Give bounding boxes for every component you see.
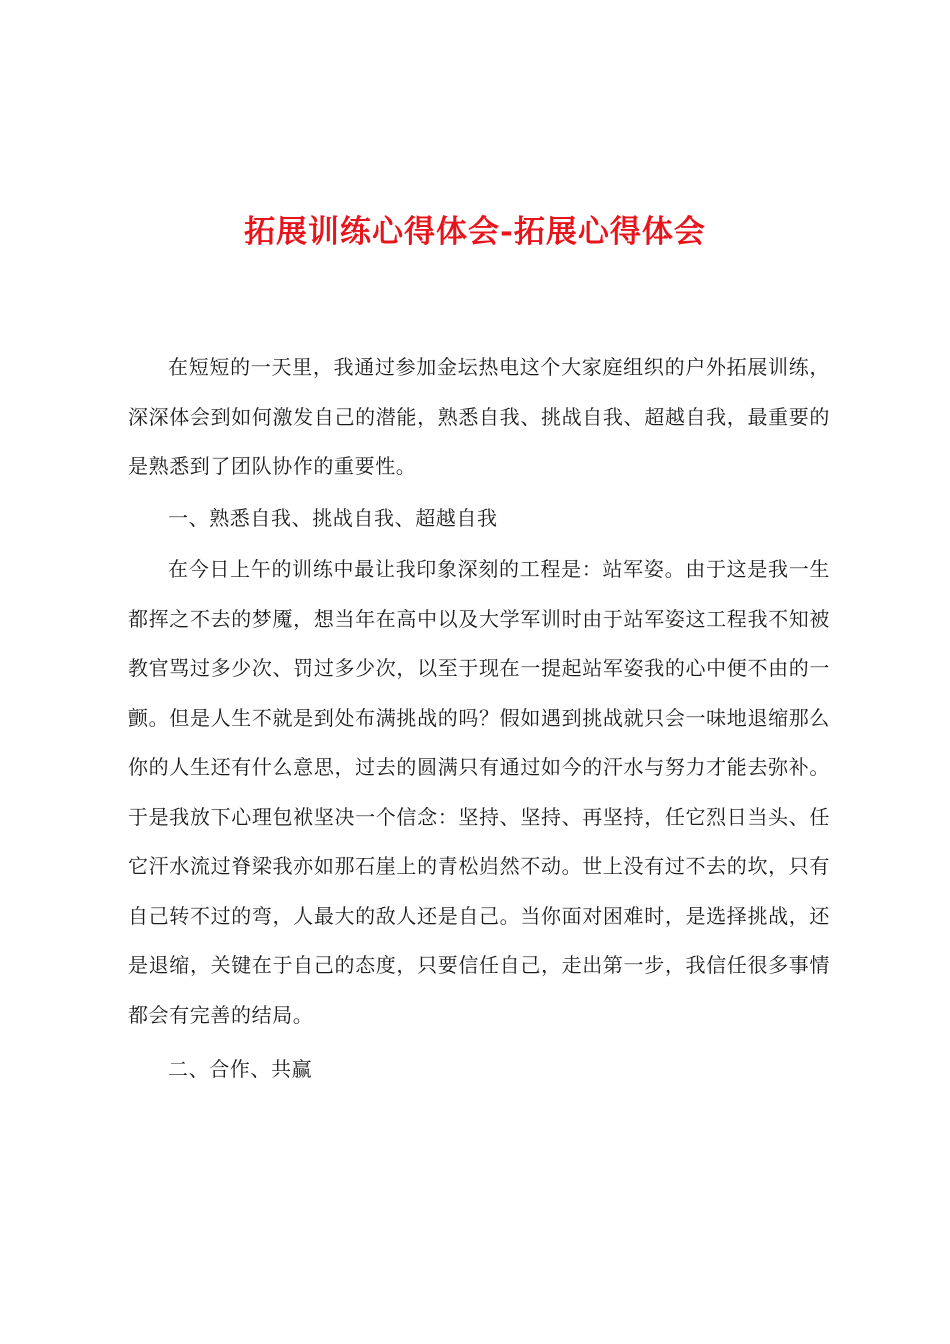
intro-paragraph: 在短短的一天里，我通过参加金坛热电这个大家庭组织的户外拓展训练，深深体会到如何激发自己的潜能，熟悉自我、挑战自我、超越自我，最重要的是熟悉到了团队协作的重要性。 (128, 355, 830, 478)
page-title: 拓展训练心得体会-拓展心得体会 (244, 214, 706, 250)
section-two-heading: 二、合作、共赢 (168, 1057, 313, 1081)
section-one-paragraph: 在今日上午的训练中最让我印象深刻的工程是：站军姿。由于这是我一生都挥之不去的梦魇，想当年在高中以及大学军训时由于站军姿这工程我不知被教官骂过多少次、罚过多少次，以至于现在一提起站军姿我的心中便不由的一颤。但是人生不就是到处布满挑战的吗？假如遇到挑战就只会一味地退缩那么你的人生还有什么意思，过去的圆满只有通过如今的汗水与努力才能去弥补。于是我放下心理包袱坚决一个信念：坚持、坚持、再坚持，任它烈日当头、任它汗水流过脊梁我亦如那石崖上的青松岿然不动。世上没有过不去的坎，只有自己转不过的弯，人最大的敌人还是自己。当你面对困难时，是选择挑战，还是退缩，关键在于自己的态度，只要信任自己，走出第一步，我信任很多事情都会有完善的结局。 (128, 557, 830, 1027)
document-body (128, 343, 830, 1095)
section-one-heading: 一、熟悉自我、挑战自我、超越自我 (168, 505, 498, 530)
